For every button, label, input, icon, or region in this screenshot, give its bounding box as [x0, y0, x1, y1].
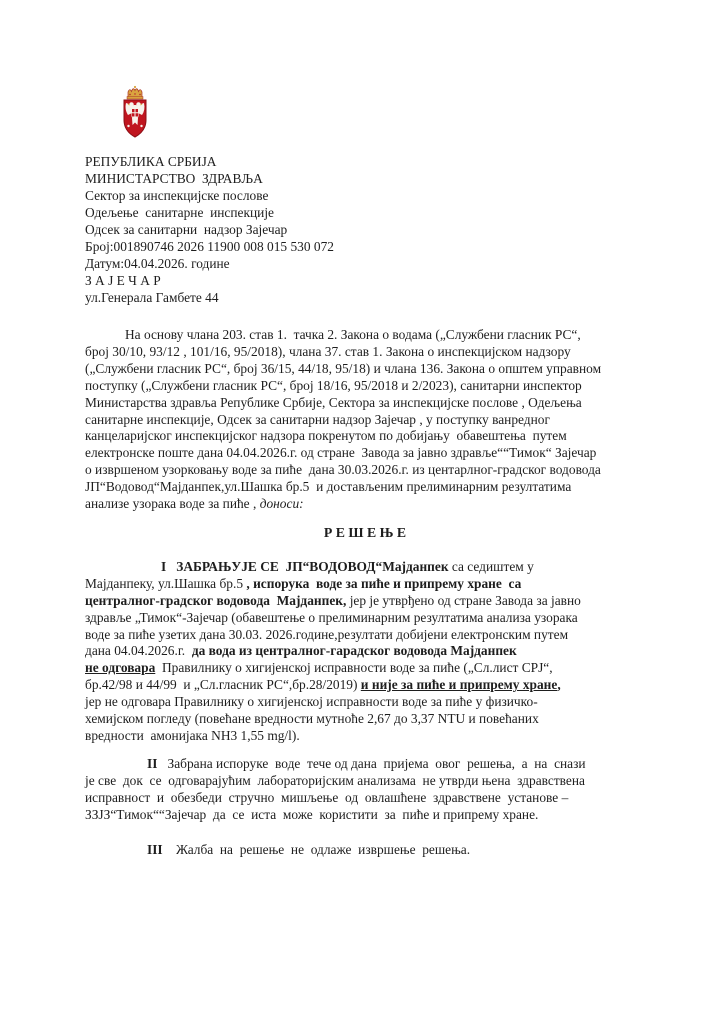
- text-run: са седиштем у: [448, 558, 534, 574]
- text-run: На основу члана 203. став 1. тачка 2. Закона о водама („Службени гласник РС“,: [125, 327, 581, 342]
- letterhead-line: Број:001890746 2026 11900 008 015 530 072: [85, 239, 334, 254]
- text-run: („Службени гласник РС“, број 36/15, 44/18, 95/18) и члана 136. Закона о општем управном: [85, 360, 602, 376]
- letterhead-line: Одељење санитарне инспекције: [85, 205, 274, 220]
- text-run: Забрана испоруке воде тече од дана пријема овог решења, а на снази: [157, 755, 586, 771]
- section-i: [85, 559, 685, 745]
- text-run: Министарства здравља Републике Србије, Сектора за инспекцијске послове , Одељења: [85, 394, 582, 410]
- letterhead-line: Одсек за санитарни надзор Зајечар: [85, 222, 288, 237]
- text-run: број 30/10, 93/12 , 101/16, 95/2018), члана 37. став 1. Закона о инспекцијском надзору: [85, 343, 571, 359]
- text-run: јер је утврђено од стране Завода за јавно: [346, 592, 581, 608]
- section-iii: [85, 842, 685, 859]
- text-run: поступку („Службени гласник РС“, број 18/16, 95/2018 и 2/2023), санитарни инспектор: [85, 377, 582, 393]
- text-run: Правилнику о хигијенској исправности воде за пиће („Сл.лист СРЈ“,: [155, 660, 553, 676]
- section-ii: [85, 756, 685, 824]
- text-run: санитарне инспекције, Одсек за санитарни надзор Зајечар , у поступку ванредног: [85, 411, 550, 427]
- text-run: исправност и обезбеди стручно мишљење од овлашћене здравствене установе –: [85, 789, 569, 805]
- letterhead-line: З А Ј Е Ч А Р: [85, 273, 161, 288]
- text-run: воде за пиће узетих дана 30.03. 2026.године,резултати добијени електронским путем: [85, 626, 569, 642]
- letterhead-line: ул.Генерала Гамбете 44: [85, 290, 219, 305]
- decision-heading: Р Е Ш Е Њ Е: [323, 524, 407, 540]
- text-run: електронске поште дана 04.04.2026.г. од стране Завода за јавно здравље““Тимок“ Зајечар: [85, 445, 597, 461]
- text-run: канцеларијског инспекцијског надзора покренутом по добијању обавештења путем: [85, 428, 567, 444]
- text-run: II: [147, 755, 158, 771]
- text-run: и није за пиће и припрему хране: [360, 677, 558, 693]
- text-run: о извршеном узорковању воде за пиће дана 30.03.2026.г. из центарлног-градског водовода: [85, 462, 601, 478]
- text-run: ЗЗЈЗ“Тимок““Зајечар да се иста може користити за пиће и припрему хране.: [85, 806, 539, 822]
- text-run: је све док се одговарајућим лабораторијским анализама не утврди њена здравствена: [85, 772, 585, 788]
- text-run: ,: [557, 677, 561, 693]
- text-run: III: [147, 842, 163, 858]
- text-run: вредности амонијака NH3 1,55 mg/l).: [85, 727, 300, 743]
- text-run: хемијском погледу (повећане вредности мутноће 2,67 до 3,37 NTU и повећаних: [85, 711, 539, 727]
- letterhead-line: Датум:04.04.2026. године: [85, 256, 230, 271]
- letterhead-line: РЕПУБЛИКА СРБИЈА: [85, 154, 217, 169]
- letterhead-line: МИНИСТАРСТВО ЗДРАВЉА: [85, 171, 263, 186]
- text-run: централног-градског водовода Мајданпек,: [85, 592, 347, 608]
- document-body: [85, 327, 685, 859]
- letterhead-line: Сектор за инспекцијске послове: [85, 188, 269, 203]
- text-run: анализе узорака воде за пиће ,: [85, 496, 260, 512]
- text-run: Жалба на решење не одлаже извршење решења.: [162, 842, 471, 858]
- text-run: здравље „Тимок“-Зајечар (обавештење о прелиминарним резултатима анализа узорака: [85, 609, 578, 625]
- letterhead: [85, 153, 334, 306]
- text-run: Мајданпеку, ул.Шашка бр.5: [85, 575, 247, 591]
- text-run: , испорука воде за пиће и припрему хране са: [246, 575, 522, 591]
- text-run: бр.42/98 и 44/99 и „Сл.гласник РС“,бр.28/2019): [85, 677, 361, 693]
- paragraph-legal-basis: [85, 327, 685, 513]
- text-run: I ЗАБРАЊУЈЕ СЕ ЈП“ВОДОВОД“Мајданпек: [161, 558, 449, 574]
- text-run: да вода из централног-гарадског водовода Мајданпек: [191, 643, 517, 659]
- coat-of-arms-graphic: [117, 84, 153, 142]
- text-run: не одговара: [85, 660, 156, 676]
- text-run: ЈП“Водовод“Мајданпек,ул.Шашка бр.5 и достављеним прелиминарним резултатима: [85, 479, 572, 495]
- text-run: јер не одговара Правилнику о хигијенској исправности воде за пиће у физичко-: [85, 694, 538, 710]
- serbia-coat-of-arms-icon: [117, 84, 153, 142]
- text-run: доноси:: [259, 496, 304, 512]
- text-run: дана 04.04.2026.г.: [85, 643, 192, 659]
